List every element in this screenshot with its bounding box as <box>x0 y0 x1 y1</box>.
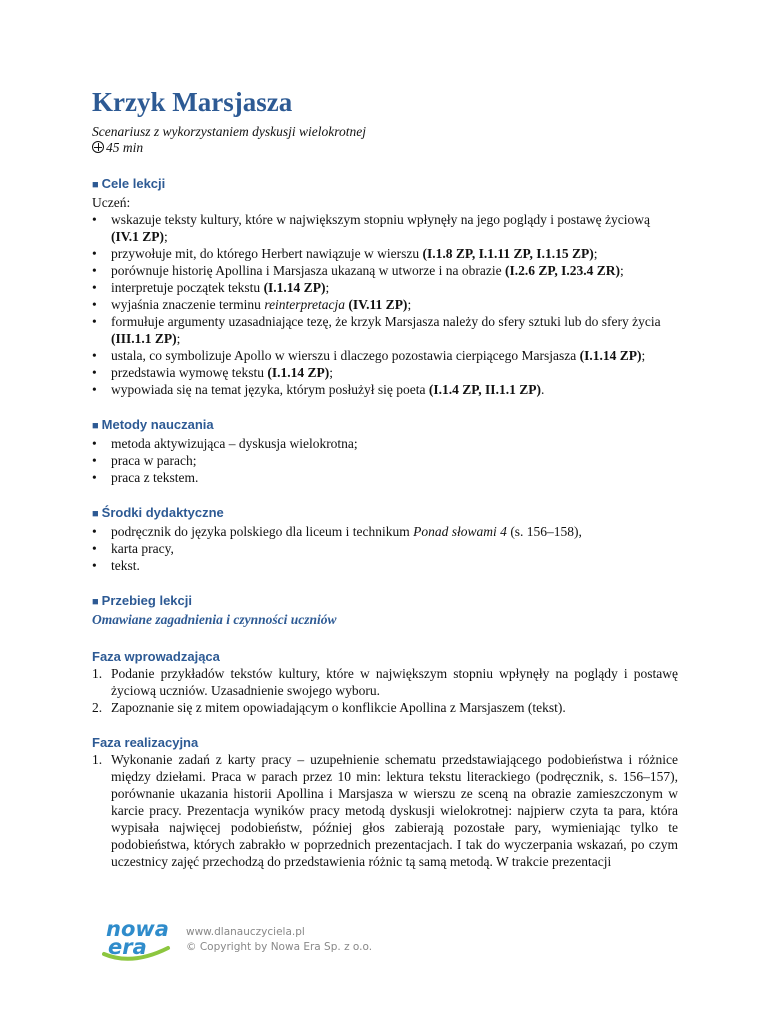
realizacyjna-list <box>92 751 678 870</box>
bullet-icon: • <box>92 263 97 278</box>
item-punct: ; <box>329 365 333 380</box>
srodki-item <box>92 540 678 557</box>
cele-item <box>92 211 678 245</box>
item-italic: reinterpretacja <box>264 297 346 312</box>
cele-item <box>92 364 678 381</box>
bullet-icon: • <box>92 365 97 380</box>
section-srodki <box>92 504 678 574</box>
item-punct: ; <box>620 263 624 278</box>
item-number: 2. <box>92 700 103 715</box>
document-title: Krzyk Marsjasza <box>92 87 293 117</box>
footer-copyright: © Copyright by Nowa Era Sp. z o.o. <box>186 941 373 953</box>
item-text: praca z tekstem. <box>111 470 199 485</box>
item-text: wyjaśnia znaczenie terminu <box>111 297 265 312</box>
item-text: przedstawia wymowę tekstu <box>111 365 268 380</box>
cele-item <box>92 381 678 398</box>
phase-heading-realizacyjna: Faza realizacyjna <box>92 735 199 750</box>
item-reference: (I.1.14 ZP) <box>263 280 326 295</box>
item-text: wypowiada się na temat języka, którym posłużył się poeta <box>111 382 429 397</box>
bullet-icon: • <box>92 382 97 397</box>
item-italic: Ponad słowami 4 <box>413 524 507 539</box>
wprowadzajaca-item <box>92 665 678 699</box>
page-footer <box>102 918 522 968</box>
clock-icon <box>92 141 104 153</box>
footer-text <box>186 925 372 955</box>
cele-item <box>92 313 678 347</box>
item-reference: (I.1.8 ZP, I.1.11 ZP, I.1.15 ZP) <box>422 246 594 261</box>
srodki-list <box>92 523 678 574</box>
phase-wprowadzajaca <box>92 648 678 716</box>
square-bullet-icon: ■ <box>92 420 99 432</box>
cele-list <box>92 211 678 398</box>
cele-item <box>92 245 678 262</box>
srodki-item <box>92 523 678 540</box>
section-heading-cele: ■ Cele lekcji <box>92 176 166 191</box>
metody-item <box>92 469 678 486</box>
item-punct: ; <box>325 280 330 295</box>
section-heading-metody: ■ Metody nauczania <box>92 417 214 432</box>
srodki-item <box>92 557 678 574</box>
section-cele <box>92 175 678 398</box>
item-reference: (III.1.1 ZP) <box>111 331 177 346</box>
item-punct: . <box>540 382 545 397</box>
document-page <box>92 86 678 870</box>
item-reference: (I.2.6 ZP, I.23.4 ZR) <box>505 263 621 278</box>
bullet-icon: • <box>92 297 97 312</box>
section-heading-przebieg: ■ Przebieg lekcji <box>92 593 192 608</box>
item-reference: (I.1.4 ZP, II.1.1 ZP) <box>428 382 541 397</box>
bullet-icon: • <box>92 470 97 485</box>
item-text: formułuje argumenty uzasadniające tezę, że krzyk Marsjasza należy do sfery sztuki lub do sfery życia <box>111 314 661 329</box>
square-bullet-icon: ■ <box>92 508 99 520</box>
nowa-era-logo <box>102 918 172 964</box>
bullet-icon: • <box>92 246 97 261</box>
item-text: interpretuje początek tekstu <box>111 280 264 295</box>
item-punct: ; <box>407 297 412 312</box>
bullet-icon: • <box>92 436 97 451</box>
metody-item <box>92 452 678 469</box>
item-text: tekst. <box>111 558 140 573</box>
item-text: Podanie przykładów tekstów kultury, które w największym stopniu wpłynęły na poglądy i postawę życiową uczniów. Uzasadnienie swojego wyboru. <box>111 666 678 698</box>
logo-text: nowa era <box>106 917 169 959</box>
item-punct: ; <box>593 246 598 261</box>
cele-item <box>92 279 678 296</box>
bullet-icon: • <box>92 453 97 468</box>
item-text: wskazuje teksty kultury, które w największym stopniu wpłynęły na jego poglądy i postawę życiową <box>111 212 651 227</box>
metody-item <box>92 435 678 452</box>
item-punct: (s. 156–158), <box>506 524 582 539</box>
document-subtitle: Scenariusz z wykorzystaniem dyskusji wielokrotnej <box>92 124 366 139</box>
item-punct: ; <box>164 229 168 244</box>
section-heading-srodki: ■ Środki dydaktyczne <box>92 505 224 520</box>
item-number: 1. <box>92 752 103 767</box>
item-reference: (I.1.14 ZP) <box>579 348 642 363</box>
item-text: praca w parach; <box>111 453 197 468</box>
item-text: Wykonanie zadań z karty pracy – uzupełnienie schematu przedstawiającego podobieństwa i różnice między dziełami. Praca w parach przez 10 min: lektura tekstu literackiego (podręcznik, s. 156–157), porównanie ukazania historii Apollina i Marsjasza w wierszu ze sceną na obrazie zamieszczonym w karcie pracy. Prezentacja wyników pracy metodą dyskusji wielokrotnej: najpierw czyta ta para, która wypisała najwięcej podobieństw, później głos zabierają pozostałe pary, wymieniając tylko te podobieństwa, których zabrakło w poprzednich prezentacjach. I tak do wyczerpania wskazań, po czym uczestnicy zajęć przechodzą do przedstawienia różnic tą samą metodą. W trakcie prezentacji <box>111 752 678 869</box>
item-text: metoda aktywizująca – dyskusja wielokrotna; <box>111 436 358 451</box>
square-bullet-icon: ■ <box>92 596 99 608</box>
item-reference: (I.1.14 ZP) <box>267 365 330 380</box>
item-reference: (IV.1 ZP) <box>111 229 165 244</box>
item-text: przywołuje mit, do którego Herbert nawiązuje w wierszu <box>111 246 423 261</box>
item-text: ustala, co symbolizuje Apollo w wierszu i dlaczego pozostawia cierpiącego Marsjasza <box>111 348 580 363</box>
item-reference: (IV.11 ZP) <box>348 297 408 312</box>
bullet-icon: • <box>92 212 97 227</box>
cele-item <box>92 262 678 279</box>
wprowadzajaca-item <box>92 699 678 716</box>
item-text: porównuje historię Apollina i Marsjasza ukazaną w utworze i na obrazie <box>111 263 505 278</box>
cele-item <box>92 347 678 364</box>
bullet-icon: • <box>92 541 97 556</box>
item-number: 1. <box>92 666 103 681</box>
section-przebieg <box>92 592 678 628</box>
lesson-duration <box>92 140 678 156</box>
phase-heading-wprowadzajaca: Faza wprowadzająca <box>92 649 220 664</box>
duration-text: 45 min <box>106 140 144 155</box>
metody-list <box>92 435 678 486</box>
footer-website-link[interactable]: www.dlanauczyciela.pl <box>186 926 305 938</box>
bullet-icon: • <box>92 558 97 573</box>
bullet-icon: • <box>92 524 97 539</box>
bullet-icon: • <box>92 314 97 329</box>
item-text: Zapoznanie się z mitem opowiadającym o konflikcie Apollina z Marsjaszem (tekst). <box>111 700 566 715</box>
wprowadzajaca-list <box>92 665 678 716</box>
item-punct: ; <box>176 331 181 346</box>
przebieg-subheading: Omawiane zagadnienia i czynności uczniów <box>92 612 337 627</box>
bullet-icon: • <box>92 280 97 295</box>
item-text: karta pracy, <box>111 541 174 556</box>
cele-item <box>92 296 678 313</box>
cele-intro: Uczeń: <box>92 195 131 210</box>
section-metody <box>92 416 678 486</box>
item-text: podręcznik do języka polskiego dla liceum i technikum <box>111 524 414 539</box>
bullet-icon: • <box>92 348 97 363</box>
square-bullet-icon: ■ <box>92 179 99 191</box>
item-punct: ; <box>641 348 646 363</box>
realizacyjna-item <box>92 751 678 870</box>
phase-realizacyjna <box>92 734 678 870</box>
